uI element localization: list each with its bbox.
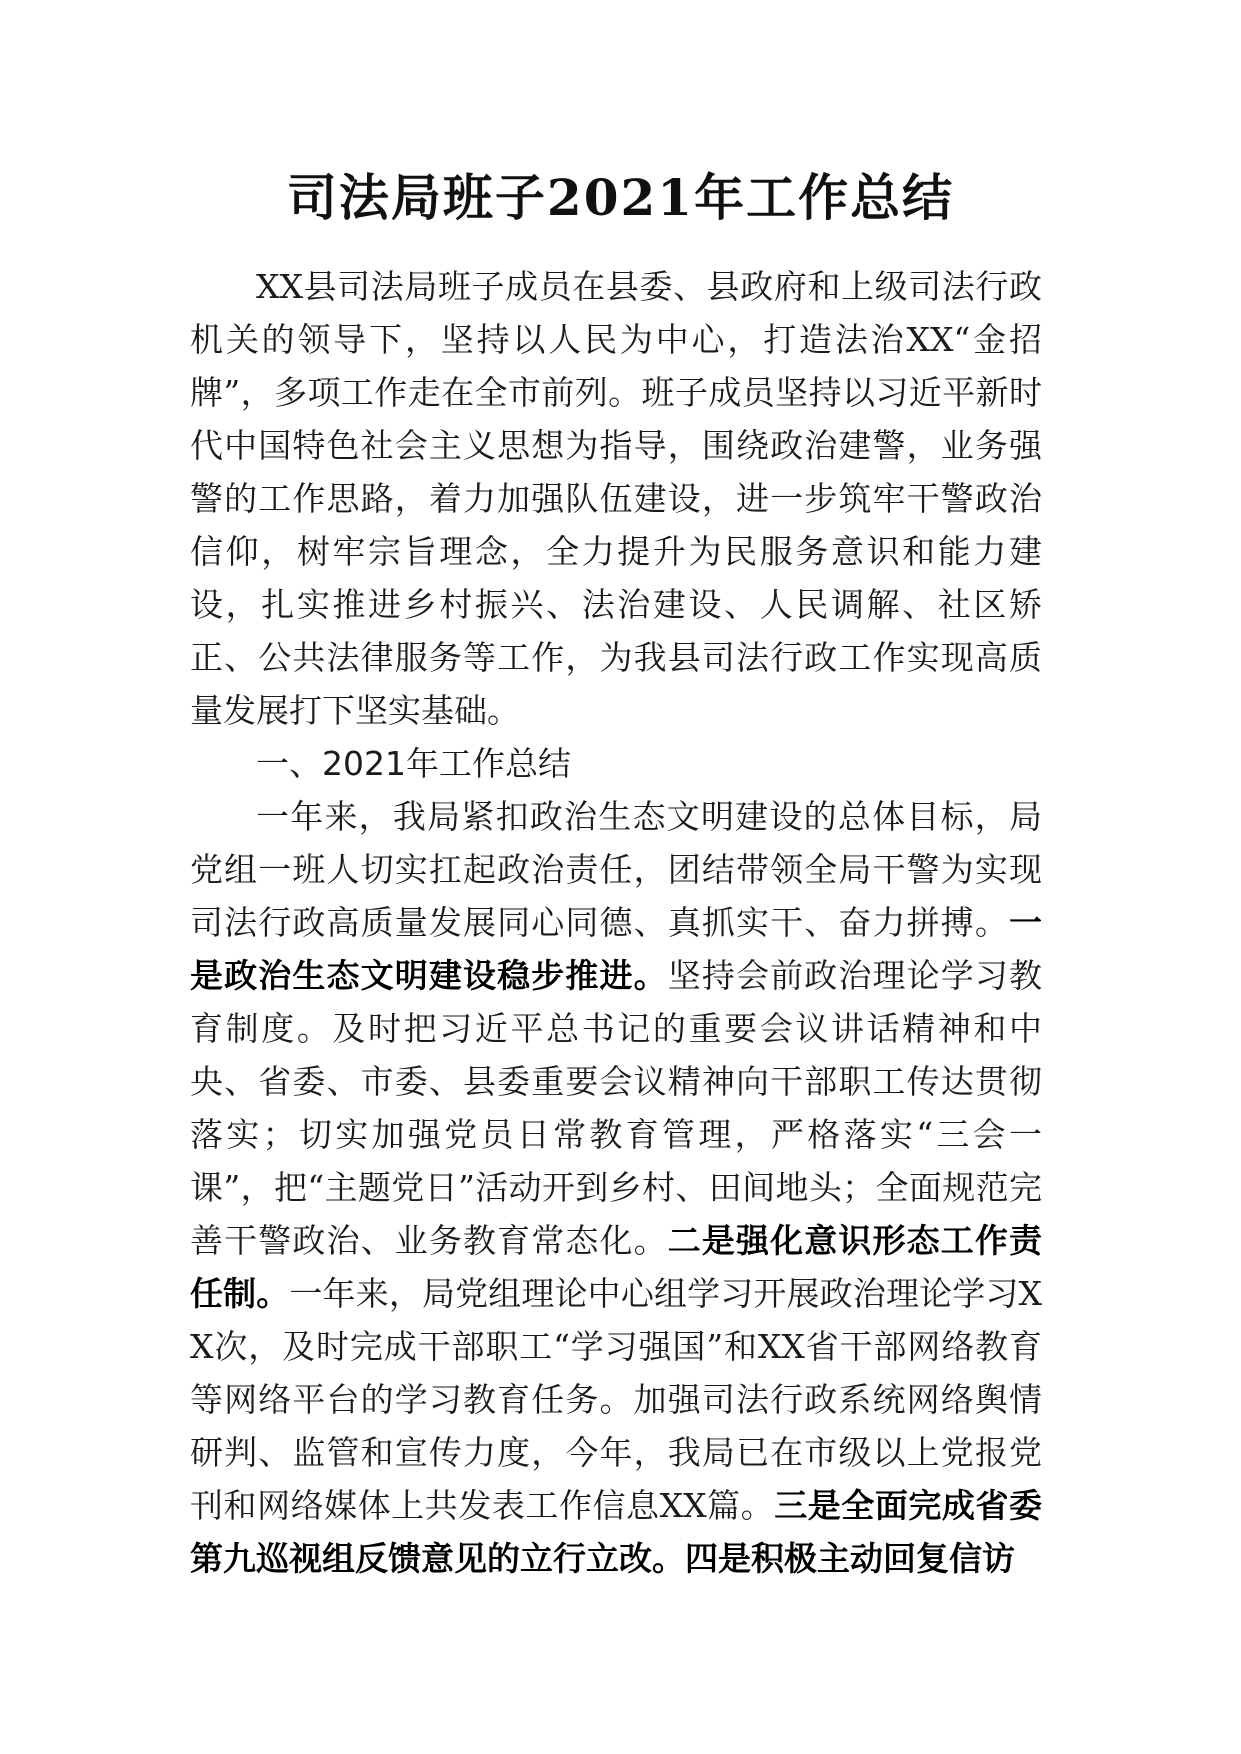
document-body [190,260,1042,1585]
point2-heading: 二是强化意识形态工作责任制。 [190,1221,1042,1313]
section-intro-text: 一年来，我局紧扣政治生态文明建设的总体目标，局党组一班人切实扛起政治责任，团结带领全局干警为实现司法行政高质量发展同心同德、真抓实干、奋力拼搏。 [190,797,1042,942]
intro-paragraph: XX县司法局班子成员在县委、县政府和上级司法行政机关的领导下，坚持以人民为中心，打造法治XX“金招牌”，多项工作走在全市前列。班子成员坚持以习近平新时代中国特色社会主义思想为指导，围绕政治建警，业务强警的工作思路，着力加强队伍建设，进一步筑牢干警政治信仰，树牢宗旨理念，全力提升为民服务意识和能力建设，扎实推进乡村振兴、法治建设、人民调解、社区矫正、公共法律服务等工作，为我县司法行政工作实现高质量发展打下坚实基础。 [190,267,1042,730]
point1-text: 坚持会前政治理论学习教育制度。及时把习近平总书记的重要会议讲话精神和中央、省委、市委、县委重要会议精神向干部职工传达贯彻落实；切实加强党员日常教育管理，严格落实“三会一课”，把“主题党日”活动开到乡村、田间地头；全面规范完善干警政治、业务教育常态化。 [190,956,1042,1260]
point3-heading: 三是全面完成省委第九巡视组反馈意见的立行立改。 [190,1486,1042,1578]
point1-heading: 一是政治生态文明建设稳步推进。 [190,903,1042,995]
section-paragraph [190,790,1042,1585]
point2-text: 一年来，局党组理论中心组学习开展政治理论学习XX次，及时完成干部职工“学习强国”和XX省干部网络教育等网络平台的学习教育任务。加强司法行政系统网络舆情研判、监管和宣传力度，今年，我局已在市级以上党报党刊和网络媒体上共发表工作信息XX篇。 [190,1274,1042,1525]
section-heading: 一、2021年工作总结 [256,744,571,783]
document-title: 司法局班子2021年工作总结 [286,168,955,227]
point4-heading: 四是积极主动回复信访 [685,1539,1015,1578]
